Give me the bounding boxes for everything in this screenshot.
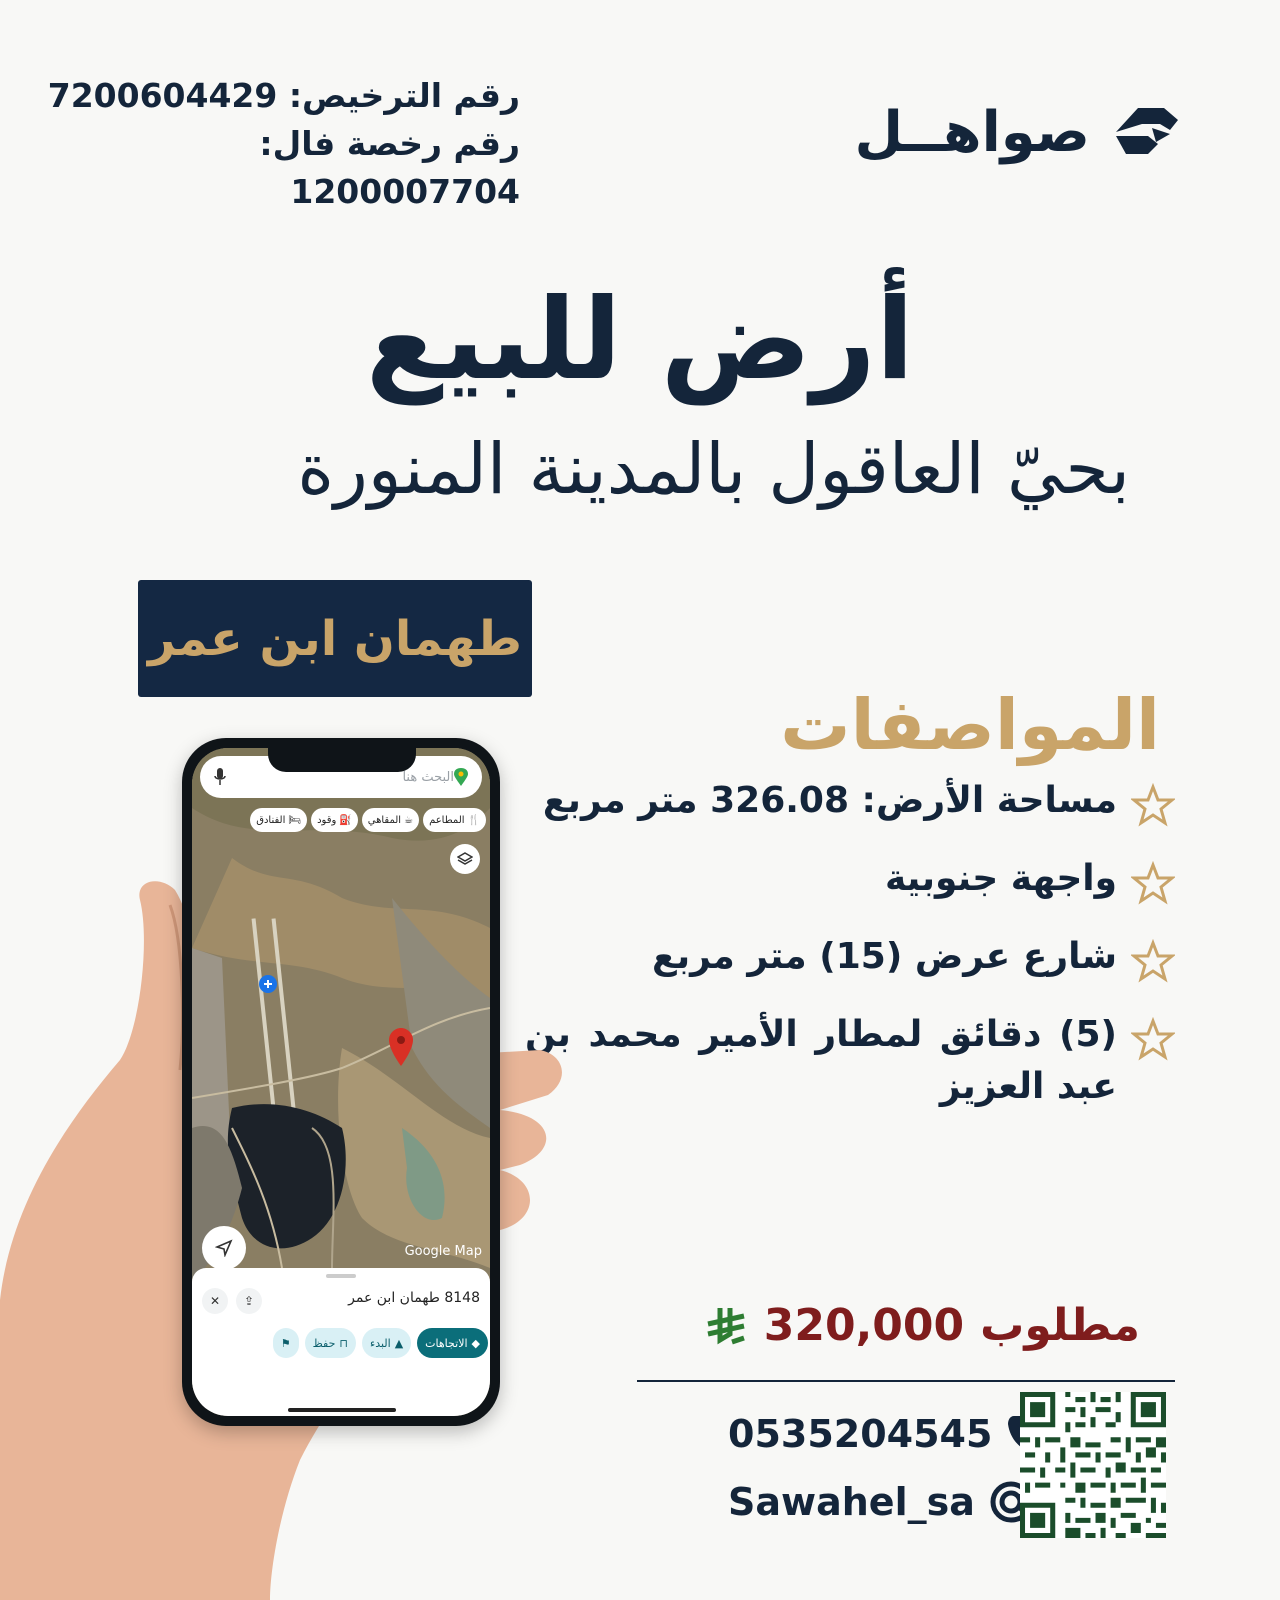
map-search-input[interactable]: البحث هنا	[402, 769, 454, 785]
google-maps-watermark: Google Map	[404, 1244, 482, 1259]
layers-button[interactable]	[450, 844, 480, 874]
spec-area: مساحة الأرض: 326.08 متر مربع	[542, 780, 1117, 821]
place-bottom-sheet	[192, 1268, 490, 1416]
street-name: طهمان ابن عمر	[148, 610, 522, 667]
directions-icon: ◆	[471, 1336, 480, 1350]
chip-hotels[interactable]: 🛏 الفنادق	[250, 808, 307, 832]
share-icon[interactable]: ⇪	[236, 1288, 262, 1314]
spec-street-width: شارع عرض (15) متر مربع	[652, 936, 1117, 977]
spec-item	[525, 853, 1175, 905]
star-icon	[1131, 783, 1175, 827]
sheet-handle[interactable]	[326, 1274, 356, 1278]
home-indicator	[288, 1408, 396, 1412]
page-title: أرض للبيع	[365, 275, 915, 405]
riyal-icon	[704, 1304, 748, 1348]
layers-icon	[457, 851, 473, 867]
license-number: رقم الترخيص: 7200604429	[47, 76, 520, 115]
phone-number[interactable]: 0535204545	[728, 1412, 993, 1456]
contact-handle[interactable]	[728, 1476, 1037, 1528]
start-button[interactable]: ▲ البدء	[362, 1328, 411, 1358]
bed-icon: 🛏	[288, 814, 302, 826]
phone-screen	[192, 748, 490, 1416]
cup-icon: ☕	[404, 814, 414, 826]
star-icon	[1131, 939, 1175, 983]
phone-notch	[268, 744, 416, 772]
star-icon	[1131, 1017, 1175, 1061]
brand-name: صواهــل	[854, 99, 1090, 165]
street-name-box	[138, 580, 532, 697]
specs-title: المواصفات	[780, 684, 1160, 766]
fork-knife-icon: 🍴	[467, 814, 480, 826]
price-label: مطلوب	[980, 1300, 1140, 1351]
fuel-icon: ⛽	[339, 814, 352, 826]
spec-facade: واجهة جنوبية	[884, 858, 1117, 899]
close-icon[interactable]: ✕	[202, 1288, 228, 1314]
star-icon	[1131, 861, 1175, 905]
specs-list	[525, 775, 1175, 1139]
place-actions	[196, 1328, 488, 1358]
chip-restaurants[interactable]: 🍴 المطاعم	[423, 808, 486, 832]
chip-fuel[interactable]: ⛽ وقود	[311, 808, 358, 832]
social-handle[interactable]: Sawahel_sa	[728, 1480, 975, 1524]
flag-button[interactable]	[273, 1328, 299, 1358]
spec-airport-distance: (5) دقائق لمطار الأمير محمد بن عبد العزيز	[525, 1014, 1117, 1107]
save-button[interactable]: ⊓ حفظ	[305, 1328, 356, 1358]
divider	[637, 1380, 1175, 1382]
spec-item	[525, 1009, 1175, 1113]
map-filter-chips	[198, 808, 486, 832]
chip-cafes[interactable]: ☕ المقاهي	[362, 808, 419, 832]
price-value: 320,000	[763, 1300, 965, 1351]
fal-license-number: رقم رخصة فال: 1200007704	[259, 124, 520, 211]
navigation-icon: ▲	[394, 1336, 404, 1350]
spec-item	[525, 775, 1175, 827]
spec-item	[525, 931, 1175, 983]
place-title: 8148 طهمان ابن عمر	[348, 1290, 480, 1306]
contact-phone[interactable]	[728, 1408, 1054, 1460]
brand-logo	[854, 92, 1184, 172]
directions-button[interactable]: ◆ الاتجاهات	[417, 1328, 488, 1358]
horse-logo-icon	[1108, 94, 1184, 170]
page-subtitle: بحيّ العاقول بالمدينة المنورة	[297, 428, 1130, 510]
bookmark-icon: ⊓	[339, 1336, 349, 1350]
navigation-arrow-icon	[215, 1239, 233, 1257]
license-block	[40, 72, 520, 216]
qr-code[interactable]	[1020, 1392, 1166, 1538]
google-maps-pin-icon	[454, 768, 468, 786]
microphone-icon[interactable]	[214, 768, 226, 786]
price-block	[704, 1300, 1140, 1351]
my-location-button[interactable]	[202, 1226, 246, 1270]
flag-icon: ⚑	[280, 1336, 291, 1350]
